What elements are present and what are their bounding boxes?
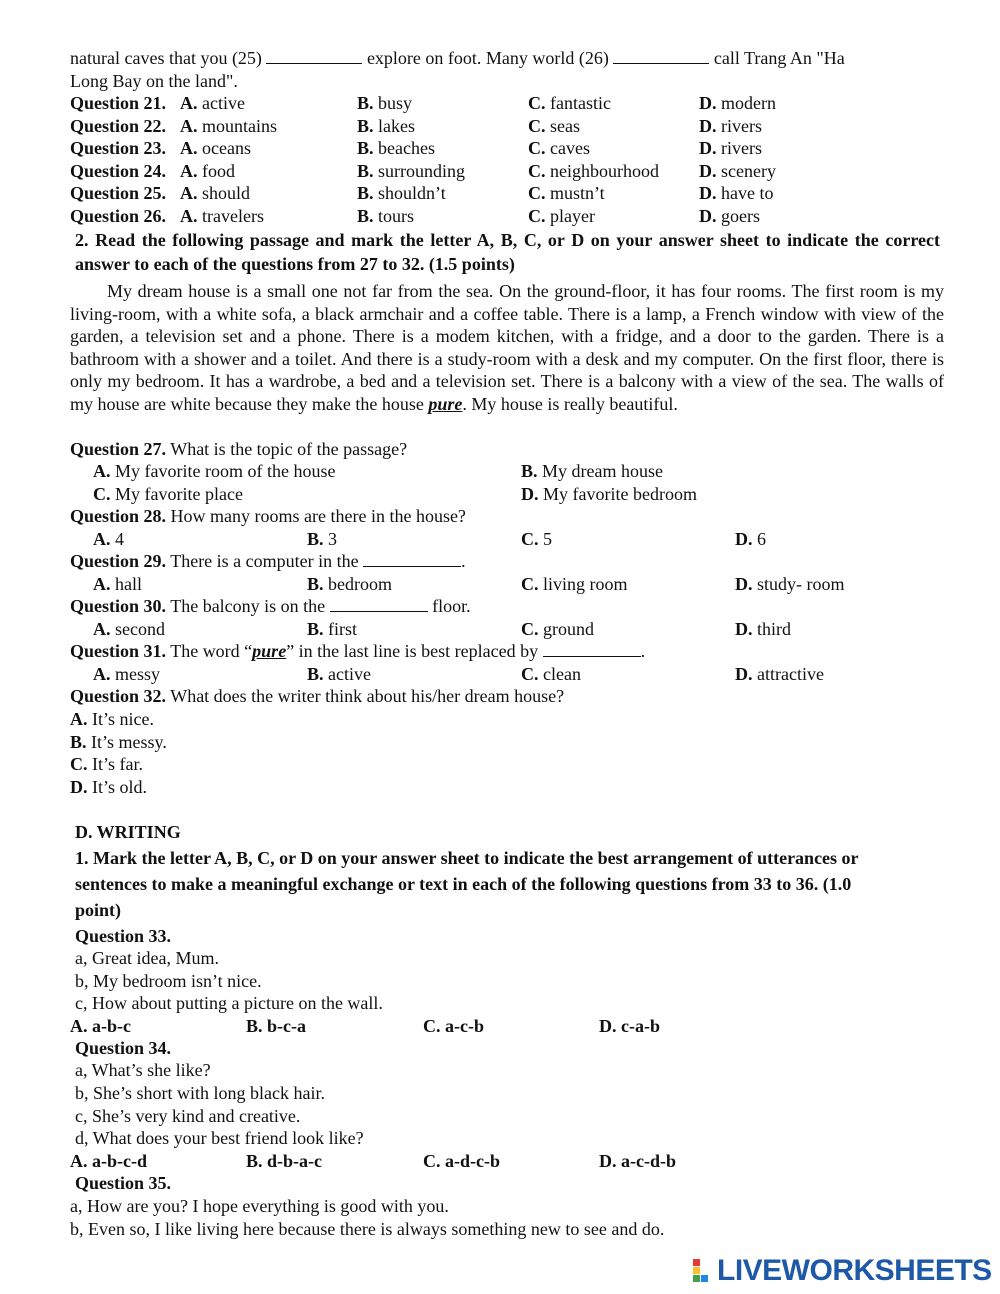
q27-option-c[interactable]: C. My favorite place xyxy=(93,484,243,504)
question-label: Question 21. xyxy=(70,93,167,113)
q24-option-a[interactable]: A. food xyxy=(180,160,235,181)
question-29-options xyxy=(70,573,950,595)
q29-blank[interactable] xyxy=(363,552,461,567)
q24-option-c[interactable]: C. neighbourhood xyxy=(528,160,659,181)
q34-line-d: d, What does your best friend look like? xyxy=(75,1128,364,1148)
q31-option-d[interactable]: D. attractive xyxy=(735,664,824,684)
blank-25-lead: natural caves that you (25) xyxy=(70,48,262,68)
q32-option-c[interactable]: C. It’s far. xyxy=(70,754,143,774)
q30-blank[interactable] xyxy=(330,597,428,612)
q26-option-c[interactable]: C. player xyxy=(528,206,595,226)
question-27: Question 27. What is the topic of the passage? xyxy=(70,439,408,459)
q23-option-a[interactable]: A. oceans xyxy=(180,138,251,159)
question-row-23 xyxy=(70,137,950,159)
q33-option-c[interactable]: C. a-c-b xyxy=(423,1016,484,1036)
q28-option-a[interactable]: A. 4 xyxy=(93,529,124,549)
blank-25[interactable] xyxy=(266,49,362,64)
q31-blank[interactable] xyxy=(543,642,641,657)
blank-26[interactable] xyxy=(613,49,709,64)
q29-option-c[interactable]: C. living room xyxy=(521,574,628,594)
passage-keyword: pure xyxy=(428,393,463,414)
writing-instructions-1: 1. Mark the letter A, B, C, or D on your answer sheet to indicate the best arrangement of utterances or xyxy=(75,848,859,868)
q33-line-a: a, Great idea, Mum. xyxy=(75,948,219,968)
writing-instructions-3: point) xyxy=(75,900,122,920)
question-33: Question 33. xyxy=(75,926,172,946)
question-row-26 xyxy=(70,205,950,227)
question-row-22 xyxy=(70,115,950,137)
passage-continuation-line xyxy=(70,47,845,69)
q28-option-c[interactable]: C. 5 xyxy=(521,529,552,549)
q28-option-d[interactable]: D. 6 xyxy=(735,529,766,549)
q32-option-b[interactable]: B. It’s messy. xyxy=(70,732,167,752)
question-35: Question 35. xyxy=(75,1173,172,1193)
reading-passage: My dream house is a small one not far from the sea. On the ground-floor, it has four rooms. The first room is my living-room, with a white sofa, a black armchair and a coffee table. There is a lamp, a French window with view of the garden, a television set and a phone. There is a modem kitchen, with a fridge, and a door to the garden. There is a bathroom with a shower and a toilet. And there is a study-room with a desk and my computer. On the first floor, there is only my bedroom. It has a wardrobe, a bed and a television set. There is a balcony with a view of the sea. The walls of my house are white because they make the house pure. My house is really beautiful. xyxy=(70,281,944,414)
q23-option-c[interactable]: C. caves xyxy=(528,138,590,159)
q27-option-d[interactable]: D. My favorite bedroom xyxy=(521,484,697,504)
q27-option-b[interactable]: B. My dream house xyxy=(521,461,663,481)
q34-option-c[interactable]: C. a-d-c-b xyxy=(423,1151,500,1171)
question-row-25 xyxy=(70,182,950,204)
question-row-21 xyxy=(70,92,950,114)
q21-option-c[interactable]: C. fantastic xyxy=(528,93,611,113)
q34-line-c: c, She’s very kind and creative. xyxy=(75,1106,301,1126)
q27-option-a[interactable]: A. My favorite room of the house xyxy=(93,461,336,481)
liveworksheets-logo xyxy=(693,1256,992,1286)
q29-option-b[interactable]: B. bedroom xyxy=(307,574,392,594)
q21-option-b[interactable]: B. busy xyxy=(357,93,413,113)
q22-option-c[interactable]: C. seas xyxy=(528,115,580,136)
q24-option-d[interactable]: D. scenery xyxy=(699,160,776,181)
q30-option-d[interactable]: D. third xyxy=(735,619,791,639)
q32-option-a[interactable]: A. It’s nice. xyxy=(70,709,154,729)
q23-option-b[interactable]: B. beaches xyxy=(357,138,435,159)
q33-option-d[interactable]: D. c-a-b xyxy=(599,1016,660,1036)
blank-26-tail: call Trang An "Ha xyxy=(713,48,845,68)
q29-option-d[interactable]: D. study- room xyxy=(735,574,845,594)
writing-instructions-2: sentences to make a meaningful exchange or text in each of the following questions from 33 to 36. (1.0 xyxy=(75,874,852,894)
question-row-24 xyxy=(70,160,950,182)
q25-option-a[interactable]: A. should xyxy=(180,183,251,204)
question-34: Question 34. xyxy=(75,1038,172,1058)
question-27-options-row1 xyxy=(70,460,950,482)
q34-line-a: a, What’s she like? xyxy=(75,1060,211,1080)
liveworksheets-logo-icon xyxy=(693,1259,715,1283)
q30-option-b[interactable]: B. first xyxy=(307,619,358,639)
question-label: Question 23. xyxy=(70,138,167,159)
blank-26-lead: explore on foot. Many world (26) xyxy=(366,48,609,68)
q23-option-d[interactable]: D. rivers xyxy=(699,138,762,159)
passage-continuation-line-2: Long Bay on the land". xyxy=(70,71,238,91)
question-30-options xyxy=(70,618,950,640)
q24-option-b[interactable]: B. surrounding xyxy=(357,160,466,181)
q33-option-a[interactable]: A. a-b-c xyxy=(70,1016,131,1036)
q30-option-a[interactable]: A. second xyxy=(93,619,165,639)
question-33-options xyxy=(70,1015,950,1037)
q34-line-b: b, She’s short with long black hair. xyxy=(75,1083,325,1103)
q21-option-a[interactable]: A. active xyxy=(180,93,245,113)
liveworksheets-logo-text: LIVEWORKSHEETS xyxy=(717,1254,992,1287)
q22-option-b[interactable]: B. lakes xyxy=(357,115,415,136)
question-31: Question 31. The word “pure” in the last line is best replaced by . xyxy=(70,641,646,661)
q29-option-a[interactable]: A. hall xyxy=(93,574,142,594)
question-27-options-row2 xyxy=(70,483,950,505)
q26-option-a[interactable]: A. travelers xyxy=(180,206,264,226)
q33-line-b: b, My bedroom isn’t nice. xyxy=(75,971,262,991)
q31-option-c[interactable]: C. clean xyxy=(521,664,581,684)
q22-option-d[interactable]: D. rivers xyxy=(699,115,762,136)
q35-line-b: b, Even so, I like living here because there is always something new to see and do. xyxy=(70,1219,665,1239)
q21-option-d[interactable]: D. modern xyxy=(699,93,776,113)
q26-option-b[interactable]: B. tours xyxy=(357,206,415,226)
q26-option-d[interactable]: D. goers xyxy=(699,206,760,226)
question-label: Question 22. xyxy=(70,115,167,136)
q33-option-b[interactable]: B. b-c-a xyxy=(246,1016,307,1036)
question-label: Question 24. xyxy=(70,160,167,181)
q31-keyword: pure xyxy=(252,641,287,661)
question-29: Question 29. There is a computer in the . xyxy=(70,551,466,571)
question-label: Question 26. xyxy=(70,206,167,226)
reading-heading: 2. Read the following passage and mark the letter A, B, C, or D on your answer sheet to indicate the correct answer to each of the questions from 27 to 32. (1.5 points) xyxy=(75,230,940,274)
q22-option-a[interactable]: A. mountains xyxy=(180,115,277,136)
question-28: Question 28. How many rooms are there in the house? xyxy=(70,506,466,526)
question-32: Question 32. What does the writer think about his/her dream house? xyxy=(70,686,565,706)
q28-option-b[interactable]: B. 3 xyxy=(307,529,338,549)
q34-option-a[interactable]: A. a-b-c-d xyxy=(70,1151,147,1171)
question-31-options xyxy=(70,663,950,685)
q33-line-c: c, How about putting a picture on the wall. xyxy=(75,993,383,1013)
question-30: Question 30. The balcony is on the floor. xyxy=(70,596,471,616)
question-28-options xyxy=(70,528,950,550)
question-label: Question 25. xyxy=(70,183,167,204)
q31-option-a[interactable]: A. messy xyxy=(93,664,160,684)
q25-option-b[interactable]: B. shouldn’t xyxy=(357,183,446,204)
q34-option-d[interactable]: D. a-c-d-b xyxy=(599,1151,676,1171)
q34-option-b[interactable]: B. d-b-a-c xyxy=(246,1151,323,1171)
q25-option-c[interactable]: C. mustn’t xyxy=(528,183,605,204)
q30-option-c[interactable]: C. ground xyxy=(521,619,594,639)
writing-heading: D. WRITING xyxy=(75,822,181,842)
q25-option-d[interactable]: D. have to xyxy=(699,183,774,204)
question-34-options xyxy=(70,1150,950,1172)
q31-option-b[interactable]: B. active xyxy=(307,664,371,684)
q32-option-d[interactable]: D. It’s old. xyxy=(70,777,148,797)
q35-line-a: a, How are you? I hope everything is good with you. xyxy=(70,1196,449,1216)
